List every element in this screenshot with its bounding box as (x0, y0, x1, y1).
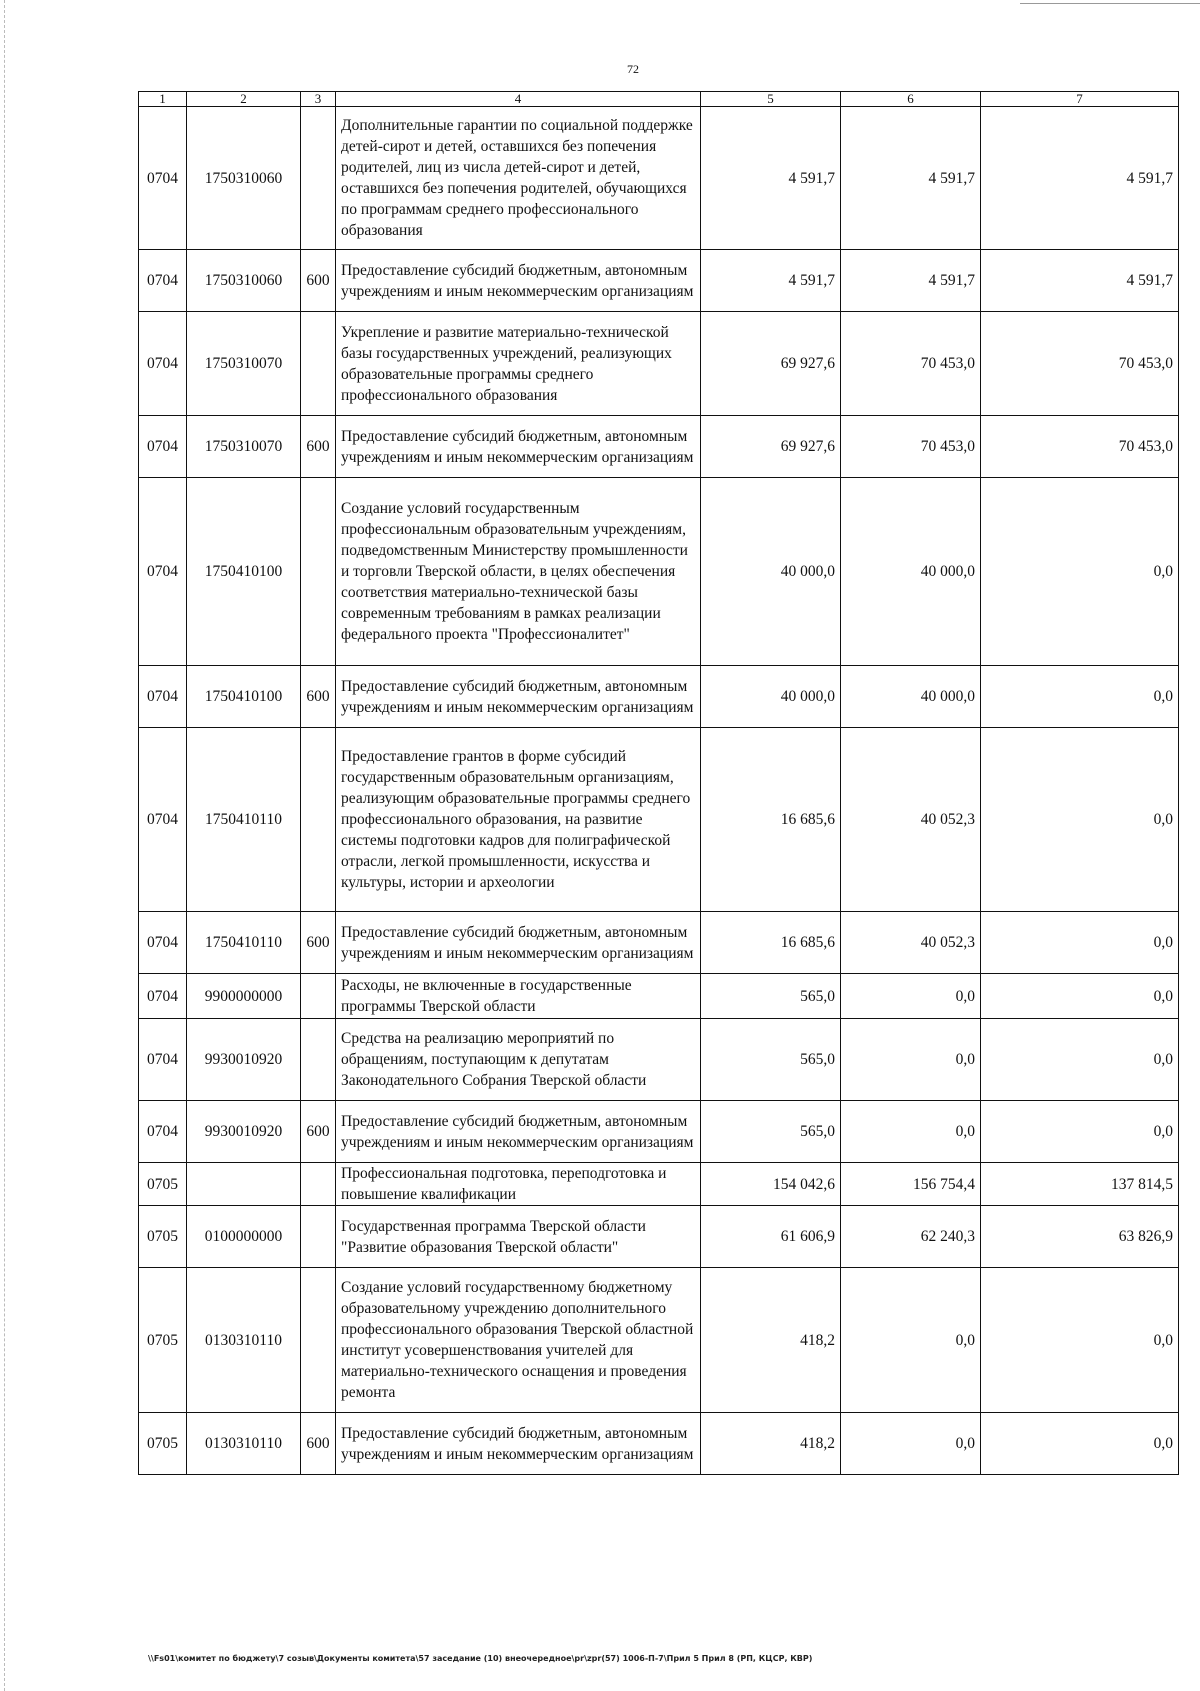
amount-col5-cell: 565,0 (701, 1019, 841, 1101)
section-cell: 0704 (139, 478, 187, 666)
amount-col6-cell: 4 591,7 (841, 250, 981, 312)
item-name-cell: Предоставление субсидий бюджетным, автономным учреждениям и иным некоммерческим организациям (336, 666, 701, 728)
amount-col7-cell: 0,0 (981, 666, 1179, 728)
amount-col6-cell: 62 240,3 (841, 1206, 981, 1268)
left-edge-line (4, 0, 5, 1691)
target-code-cell: 1750310070 (187, 312, 301, 416)
amount-col5-cell: 69 927,6 (701, 312, 841, 416)
amount-col7-cell: 0,0 (981, 1101, 1179, 1163)
target-code-cell: 9930010920 (187, 1019, 301, 1101)
table-row (139, 1206, 1179, 1268)
section-cell: 0705 (139, 1206, 187, 1268)
table-row (139, 912, 1179, 974)
table-row (139, 478, 1179, 666)
amount-col6-cell: 40 052,3 (841, 728, 981, 912)
amount-col6-cell: 0,0 (841, 1268, 981, 1413)
table-row (139, 1101, 1179, 1163)
target-code-cell: 1750410110 (187, 728, 301, 912)
amount-col7-cell: 63 826,9 (981, 1206, 1179, 1268)
section-cell: 0704 (139, 250, 187, 312)
amount-col5-cell: 154 042,6 (701, 1163, 841, 1206)
expense-type-cell (301, 107, 336, 250)
item-name-cell: Предоставление субсидий бюджетным, автономным учреждениям и иным некоммерческим организациям (336, 250, 701, 312)
top-edge-line (1020, 3, 1200, 4)
amount-col7-cell: 4 591,7 (981, 107, 1179, 250)
amount-col7-cell: 0,0 (981, 1019, 1179, 1101)
table-row (139, 312, 1179, 416)
item-name-cell: Государственная программа Тверской области "Развитие образования Тверской области" (336, 1206, 701, 1268)
expense-type-cell (301, 1019, 336, 1101)
amount-col5-cell: 40 000,0 (701, 666, 841, 728)
column-header: 6 (841, 92, 981, 107)
amount-col7-cell: 0,0 (981, 1413, 1179, 1475)
expense-type-cell: 600 (301, 1413, 336, 1475)
target-code-cell: 1750310060 (187, 107, 301, 250)
item-name-cell: Дополнительные гарантии по социальной поддержке детей-сирот и детей, оставшихся без попечения родителей, лиц из числа детей-сирот и детей, оставшихся без попечения родителей, обучающихся по программам среднего профессионального образования (336, 107, 701, 250)
expense-type-cell: 600 (301, 416, 336, 478)
section-cell: 0705 (139, 1268, 187, 1413)
amount-col6-cell: 70 453,0 (841, 416, 981, 478)
expense-type-cell: 600 (301, 1101, 336, 1163)
amount-col7-cell: 0,0 (981, 728, 1179, 912)
amount-col5-cell: 4 591,7 (701, 250, 841, 312)
section-cell: 0704 (139, 1019, 187, 1101)
section-cell: 0704 (139, 312, 187, 416)
section-cell: 0704 (139, 974, 187, 1019)
section-cell: 0704 (139, 1101, 187, 1163)
expense-type-cell (301, 974, 336, 1019)
amount-col7-cell: 70 453,0 (981, 312, 1179, 416)
item-name-cell: Средства на реализацию мероприятий по обращениям, поступающим к депутатам Законодательного Собрания Тверской области (336, 1019, 701, 1101)
item-name-cell: Укрепление и развитие материально-технической базы государственных учреждений, реализующих образовательные программы среднего профессионального образования (336, 312, 701, 416)
item-name-cell: Предоставление субсидий бюджетным, автономным учреждениям и иным некоммерческим организациям (336, 1101, 701, 1163)
amount-col7-cell: 0,0 (981, 974, 1179, 1019)
expense-type-cell: 600 (301, 912, 336, 974)
section-cell: 0704 (139, 416, 187, 478)
amount-col5-cell: 40 000,0 (701, 478, 841, 666)
amount-col6-cell: 40 052,3 (841, 912, 981, 974)
expense-type-cell: 600 (301, 666, 336, 728)
item-name-cell: Предоставление грантов в форме субсидий государственным образовательным организациям, реализующим образовательные программы среднего профессионального образования, на развитие системы подготовки кадров для полиграфической отрасли, легкой промышленности, искусства и культуры, истории и археологии (336, 728, 701, 912)
amount-col6-cell: 0,0 (841, 1101, 981, 1163)
item-name-cell: Предоставление субсидий бюджетным, автономным учреждениям и иным некоммерческим организациям (336, 912, 701, 974)
section-cell: 0705 (139, 1163, 187, 1206)
amount-col5-cell: 61 606,9 (701, 1206, 841, 1268)
table-row (139, 250, 1179, 312)
table-row (139, 728, 1179, 912)
table-row (139, 1413, 1179, 1475)
table-row (139, 666, 1179, 728)
amount-col5-cell: 4 591,7 (701, 107, 841, 250)
amount-col6-cell: 40 000,0 (841, 478, 981, 666)
amount-col6-cell: 0,0 (841, 974, 981, 1019)
target-code-cell: 1750310060 (187, 250, 301, 312)
table-row (139, 974, 1179, 1019)
amount-col6-cell: 70 453,0 (841, 312, 981, 416)
section-cell: 0705 (139, 1413, 187, 1475)
item-name-cell: Расходы, не включенные в государственные программы Тверской области (336, 974, 701, 1019)
table-row (139, 416, 1179, 478)
section-cell: 0704 (139, 912, 187, 974)
column-header: 5 (701, 92, 841, 107)
section-cell: 0704 (139, 666, 187, 728)
amount-col7-cell: 0,0 (981, 912, 1179, 974)
target-code-cell: 0100000000 (187, 1206, 301, 1268)
target-code-cell: 1750410100 (187, 666, 301, 728)
expense-type-cell (301, 1268, 336, 1413)
column-number-row (139, 92, 1179, 107)
file-path-footer: \\Fs01\комитет по бюджету\7 созыв\Документы комитета\57 заседание (10) внеочередное\pr\zpr(57) 1006-П-7\Прил 5 Прил 8 (РП, КЦСР, КВР) (148, 1654, 813, 1663)
amount-col6-cell: 0,0 (841, 1413, 981, 1475)
target-code-cell: 1750410110 (187, 912, 301, 974)
table-row (139, 1268, 1179, 1413)
amount-col5-cell: 565,0 (701, 974, 841, 1019)
section-cell: 0704 (139, 728, 187, 912)
amount-col7-cell: 0,0 (981, 1268, 1179, 1413)
section-cell: 0704 (139, 107, 187, 250)
item-name-cell: Создание условий государственным профессиональным образовательным учреждениям, подведомственным Министерству промышленности и торговли Тверской области, в целях обеспечения соответствия материально-технической базы современным требованиям в рамках реализации федерального проекта "Профессионалитет" (336, 478, 701, 666)
amount-col7-cell: 137 814,5 (981, 1163, 1179, 1206)
target-code-cell: 1750310070 (187, 416, 301, 478)
amount-col7-cell: 4 591,7 (981, 250, 1179, 312)
amount-col5-cell: 16 685,6 (701, 728, 841, 912)
expense-type-cell: 600 (301, 250, 336, 312)
target-code-cell: 9900000000 (187, 974, 301, 1019)
expense-type-cell (301, 728, 336, 912)
expense-type-cell (301, 1163, 336, 1206)
budget-table (138, 91, 1179, 1475)
amount-col6-cell: 156 754,4 (841, 1163, 981, 1206)
target-code-cell (187, 1163, 301, 1206)
amount-col6-cell: 40 000,0 (841, 666, 981, 728)
item-name-cell: Предоставление субсидий бюджетным, автономным учреждениям и иным некоммерческим организациям (336, 416, 701, 478)
amount-col6-cell: 4 591,7 (841, 107, 981, 250)
column-header: 3 (301, 92, 336, 107)
table-row (139, 107, 1179, 250)
expense-type-cell (301, 1206, 336, 1268)
column-header: 1 (139, 92, 187, 107)
table-body (139, 107, 1179, 1475)
expense-type-cell (301, 478, 336, 666)
table-row (139, 1163, 1179, 1206)
amount-col5-cell: 69 927,6 (701, 416, 841, 478)
target-code-cell: 0130310110 (187, 1413, 301, 1475)
column-header: 7 (981, 92, 1179, 107)
item-name-cell: Предоставление субсидий бюджетным, автономным учреждениям и иным некоммерческим организациям (336, 1413, 701, 1475)
target-code-cell: 9930010920 (187, 1101, 301, 1163)
expense-type-cell (301, 312, 336, 416)
amount-col5-cell: 565,0 (701, 1101, 841, 1163)
amount-col5-cell: 16 685,6 (701, 912, 841, 974)
page-number: 72 (627, 62, 639, 76)
amount-col5-cell: 418,2 (701, 1268, 841, 1413)
amount-col6-cell: 0,0 (841, 1019, 981, 1101)
amount-col7-cell: 70 453,0 (981, 416, 1179, 478)
target-code-cell: 1750410100 (187, 478, 301, 666)
column-header: 4 (336, 92, 701, 107)
item-name-cell: Профессиональная подготовка, переподготовка и повышение квалификации (336, 1163, 701, 1206)
item-name-cell: Создание условий государственному бюджетному образовательному учреждению дополнительного профессионального образования Тверской областной институт усовершенствования учителей для материально-технического оснащения и проведения ремонта (336, 1268, 701, 1413)
table-row (139, 1019, 1179, 1101)
amount-col7-cell: 0,0 (981, 478, 1179, 666)
amount-col5-cell: 418,2 (701, 1413, 841, 1475)
target-code-cell: 0130310110 (187, 1268, 301, 1413)
column-header: 2 (187, 92, 301, 107)
